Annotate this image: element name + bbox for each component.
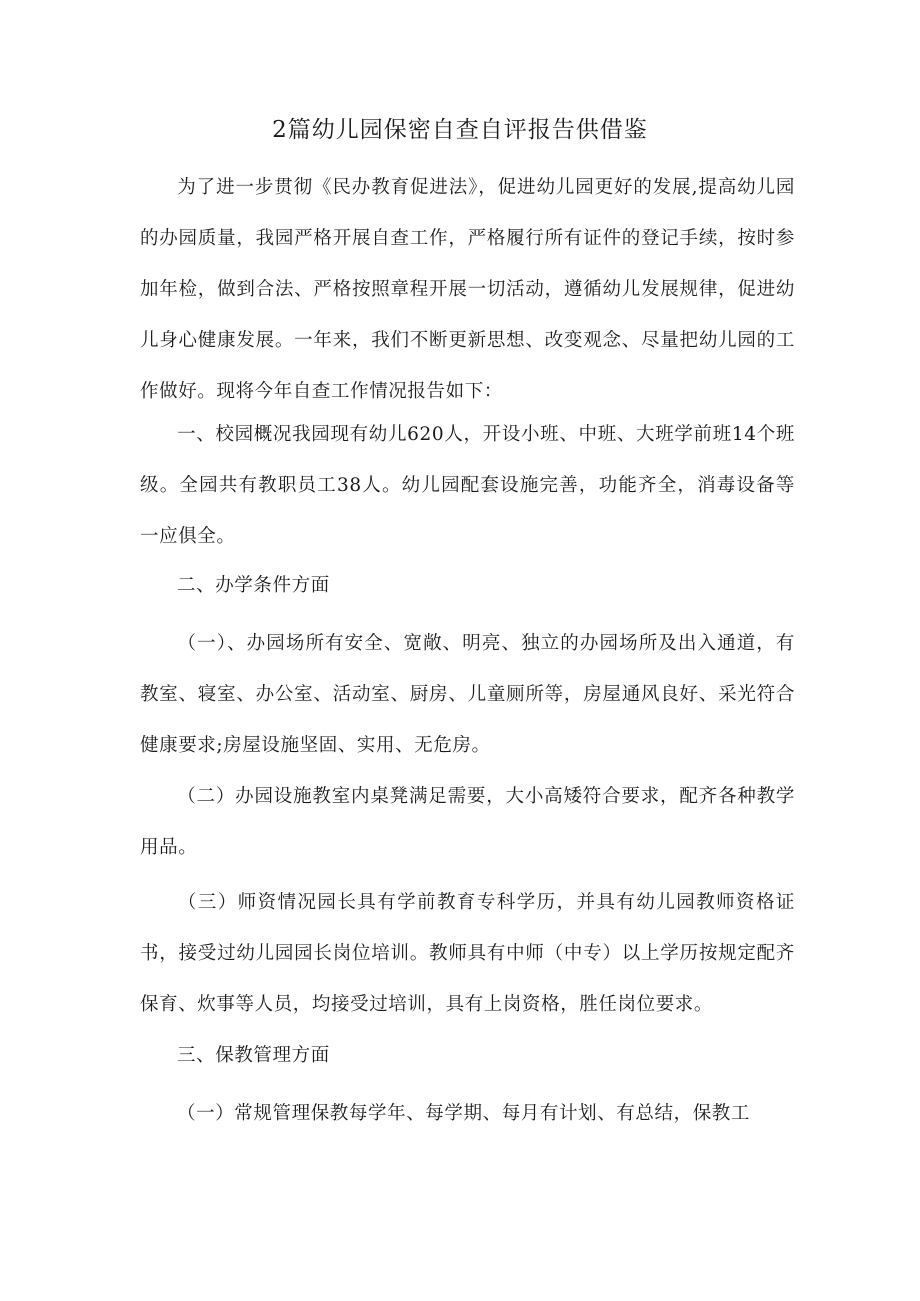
paragraph-section-3-1 [140,1088,795,1139]
paragraph-section-2-1-text: （一）、办园场所有安全、宽敞、明亮、独立的办园场所及出入通道，有教室、寝室、办公室、活动室、厨房、儿童厕所等，房屋通风良好、采光符合健康要求;房屋设施坚固、实用、无危房。 [140,633,795,756]
paragraph-section-3-1-text: （一）常规管理保教每学年、每学期、每月有计划、有总结，保教工 [177,1103,751,1124]
paragraph-section-1-text: 一、校园概况我园现有幼儿620人，开设小班、中班、大班学前班14个班级。全园共有教职员工38人。幼儿园配套设施完善，功能齐全，消毒设备等一应俱全。 [140,424,795,547]
heading-section-2-text: 二、办学条件方面 [177,575,330,596]
paragraph-section-2-2-text: （二）办园设施教室内桌凳满足需要，大小高矮符合要求，配齐各种教学用品。 [140,786,795,858]
heading-section-2 [140,560,795,611]
document-title: 2篇幼儿园保密自查自评报告供借鉴 [272,117,648,143]
paragraph-section-2-3-text: （三）师资情况园长具有学前教育专科学历，并具有幼儿园教师资格证书，接受过幼儿园园长岗位培训。教师具有中师（中专）以上学历按规定配齐保育、炊事等人员，均接受过培训，具有上岗资格，胜任岗位要求。 [140,892,795,1015]
paragraph-intro [140,162,795,417]
paragraph-section-2-2 [140,771,795,873]
paragraph-section-1 [140,409,795,562]
heading-section-3 [140,1030,795,1081]
heading-section-3-text: 三、保教管理方面 [177,1045,330,1066]
paragraph-intro-text: 为了进一步贯彻《民办教育促进法》，促进幼儿园更好的发展,提高幼儿园的办园质量，我园严格开展自查工作，严格履行所有证件的登记手续，按时参加年检，做到合法、严格按照章程开展一切活动，遵循幼儿发展规律，促进幼儿身心健康发展。一年来，我们不断更新思想、改变观念、尽量把幼儿园的工作做好。现将今年自查工作情况报告如下： [140,177,795,402]
paragraph-section-2-3 [140,877,795,1030]
paragraph-section-2-1 [140,618,795,771]
